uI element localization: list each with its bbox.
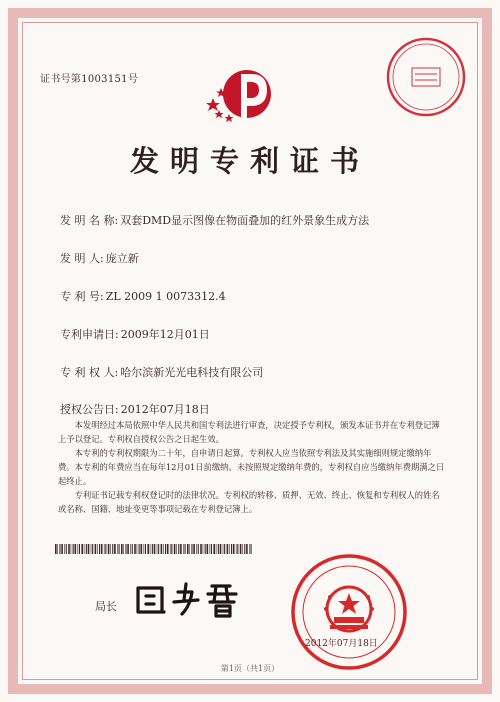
field-invention-name xyxy=(60,212,369,228)
seal-date: 2012年07月18日 xyxy=(305,639,378,649)
paragraph: 本发明经过本局依照中华人民共和国专利法进行审查，决定授予专利权，颁发本证书并在专利登记簿上予以登记。专利权自授权公告之日起生效。 xyxy=(58,420,440,444)
paragraph: 本专利的专利权期限为二十年，自申请日起算。专利权人应当依照专利法及其实施细则规定缴纳年费。本专利的年费应当在每年12月01日前缴纳。未按照规定缴纳年费的，专利权自应当缴纳年费期满之日起终止。 xyxy=(58,448,445,486)
field-value: 哈尔滨新光光电科技有限公司 xyxy=(120,366,264,379)
national-ip-office-seal xyxy=(290,553,408,671)
director-label: 局长 xyxy=(95,600,117,613)
office-seal-stamp xyxy=(385,36,467,118)
director-signature xyxy=(130,578,260,620)
field-label: 发 明 人: xyxy=(60,252,104,265)
barcode xyxy=(55,544,255,554)
certificate-body xyxy=(58,418,446,516)
field-inventor xyxy=(60,250,139,266)
certificate-number: 证书号第1003151号 xyxy=(40,74,139,85)
patent-office-logo xyxy=(205,62,277,128)
field-patent-number xyxy=(60,288,226,304)
field-label: 发 明 名 称: xyxy=(60,214,119,227)
field-patentee xyxy=(60,364,263,380)
field-value: 双套DMD显示图像在物面叠加的红外景象生成方法 xyxy=(120,214,370,227)
field-value: ZL 2009 1 0073312.4 xyxy=(105,290,226,303)
field-application-date xyxy=(60,326,210,342)
page-number: 第1页（共1页） xyxy=(220,664,280,673)
field-grant-date xyxy=(60,401,210,417)
field-label: 授权公告日: xyxy=(60,403,119,416)
paragraph: 专利证书记载专利权登记时的法律状况。专利权的转移、质押、无效、终止、恢复和专利权人的姓名或名称、国籍、地址变更等事项记载在专利登记簿上。 xyxy=(58,490,440,514)
field-label: 专 利 号: xyxy=(60,290,104,303)
field-label: 专利申请日: xyxy=(60,328,119,341)
field-value: 2009年12月01日 xyxy=(120,328,210,341)
field-value: 庞立新 xyxy=(105,252,139,265)
field-label: 专 利 权 人: xyxy=(60,366,119,379)
certificate-title: 发明专利证书 xyxy=(129,144,370,178)
field-value: 2012年07月18日 xyxy=(120,403,210,416)
